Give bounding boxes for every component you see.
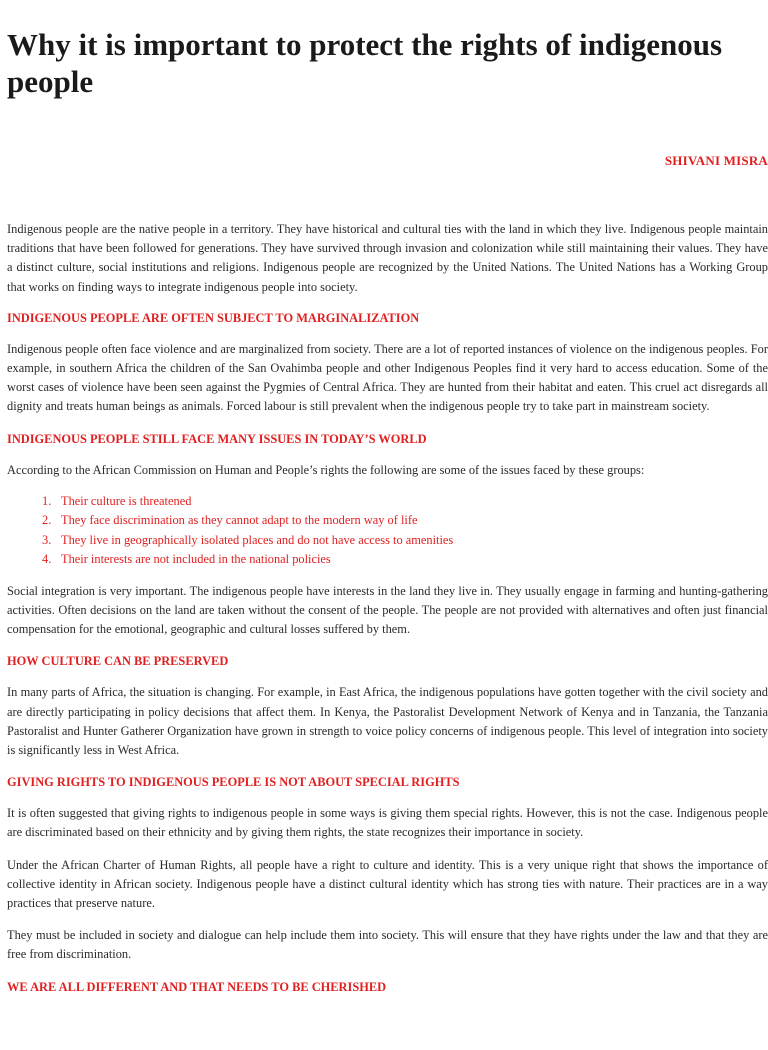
section-heading-culture: HOW CULTURE CAN BE PRESERVED: [7, 654, 229, 669]
list-item-text: Their interests are not included in the national policies: [61, 552, 331, 567]
article-page: [0, 26, 768, 1050]
intro-paragraph: Indigenous people are the native people in a territory. They have historical and cultural ties with the land in which they live. Indigenous people maintain traditions that have been followed for generations. They have survived through invasion and colonization while still maintaining their values. They have a distinct culture, social institutions and religions. Indigenous people are recognized by the United Nations. The United Nations has a Working Group that works on finding ways to integrate indigenous people into society.: [7, 222, 768, 294]
section-heading-rights: GIVING RIGHTS TO INDIGENOUS PEOPLE IS NOT ABOUT SPECIAL RIGHTS: [7, 775, 460, 790]
section-heading-issues: INDIGENOUS PEOPLE STILL FACE MANY ISSUES IN TODAY’S WORLD: [7, 431, 427, 446]
rights-paragraph-2: Under the African Charter of Human Rights, all people have a right to culture and identity. This is a very unique right that shows the importance of collective identity in African society. Indigenous people have a distinct cultural identity which has strong ties with nature. Their practices are in a way practices that preserve nature.: [7, 857, 768, 911]
section-heading-different: WE ARE ALL DIFFERENT AND THAT NEEDS TO BE CHERISHED: [7, 979, 387, 994]
rights-paragraph-1: It is often suggested that giving rights to indigenous people in some ways is giving them special rights. However, this is not the case. Indigenous people are discriminated based on their ethnicity and by giving them rights, the state recognizes their importance in society.: [7, 806, 768, 840]
list-item-text: They face discrimination as they cannot adapt to the modern way of life: [61, 513, 418, 528]
culture-paragraph: In many parts of Africa, the situation is changing. For example, in East Africa, the indigenous populations have gotten together with the civil society and are directly participating in policy decisions that affect them. In Kenya, the Pastoralist Development Network of Kenya and in Tanzania, the Tanzania Pastoralist and Hunter Gatherer Organization have grown in strength to voice policy concerns of indigenous people. This level of integration into society is significantly less in West Africa.: [7, 685, 768, 758]
issues-intro-paragraph: According to the African Commission on Human and People’s rights the following are some of the issues faced by these groups:: [7, 462, 645, 477]
article-title: Why it is important to protect the rights of indigenous people: [7, 27, 723, 99]
author-byline: SHIVANI MISRA: [664, 153, 768, 168]
list-item: [42, 511, 768, 531]
list-item: [42, 550, 768, 570]
list-item-number: 1.: [42, 493, 52, 508]
list-item-text: They live in geographically isolated places and do not have access to amenities: [61, 532, 454, 547]
list-item-number: 2.: [42, 513, 52, 528]
integration-paragraph: Social integration is very important. The indigenous people have interests in the land they live in. They usually engage in farming and hunting-gathering activities. Often decisions on the land are taken without the consent of the people. The people are not provided with alternatives and often just financial compensation for the emotional, geographic and cultural losses suffered by them.: [7, 583, 768, 637]
section-heading-marginalization: INDIGENOUS PEOPLE ARE OFTEN SUBJECT TO MARGINALIZATION: [7, 310, 420, 325]
list-item-number: 3.: [42, 532, 52, 547]
marginalization-paragraph: Indigenous people often face violence and are marginalized from society. There are a lot of reported instances of violence on the indigenous peoples. For example, in southern Africa the children of the San Ovahimba people and other Indigenous Peoples find it very hard to access education. Some of the worst cases of violence have been seen against the Pygmies of Central Africa. They are hunted from their habitat and eaten. This cruel act disregards all dignity and treats human beings as animals. Forced labour is still prevalent when the indigenous people try to take part in mainstream society.: [7, 341, 768, 414]
list-item: [42, 531, 768, 551]
issues-list: [7, 492, 768, 570]
list-item-text: Their culture is threatened: [61, 493, 192, 508]
rights-paragraph-3: They must be included in society and dialogue can help include them into society. This will ensure that they have rights under the law and that they are free from discrimination.: [7, 928, 768, 962]
list-item-number: 4.: [42, 552, 52, 567]
list-item: [42, 492, 768, 512]
